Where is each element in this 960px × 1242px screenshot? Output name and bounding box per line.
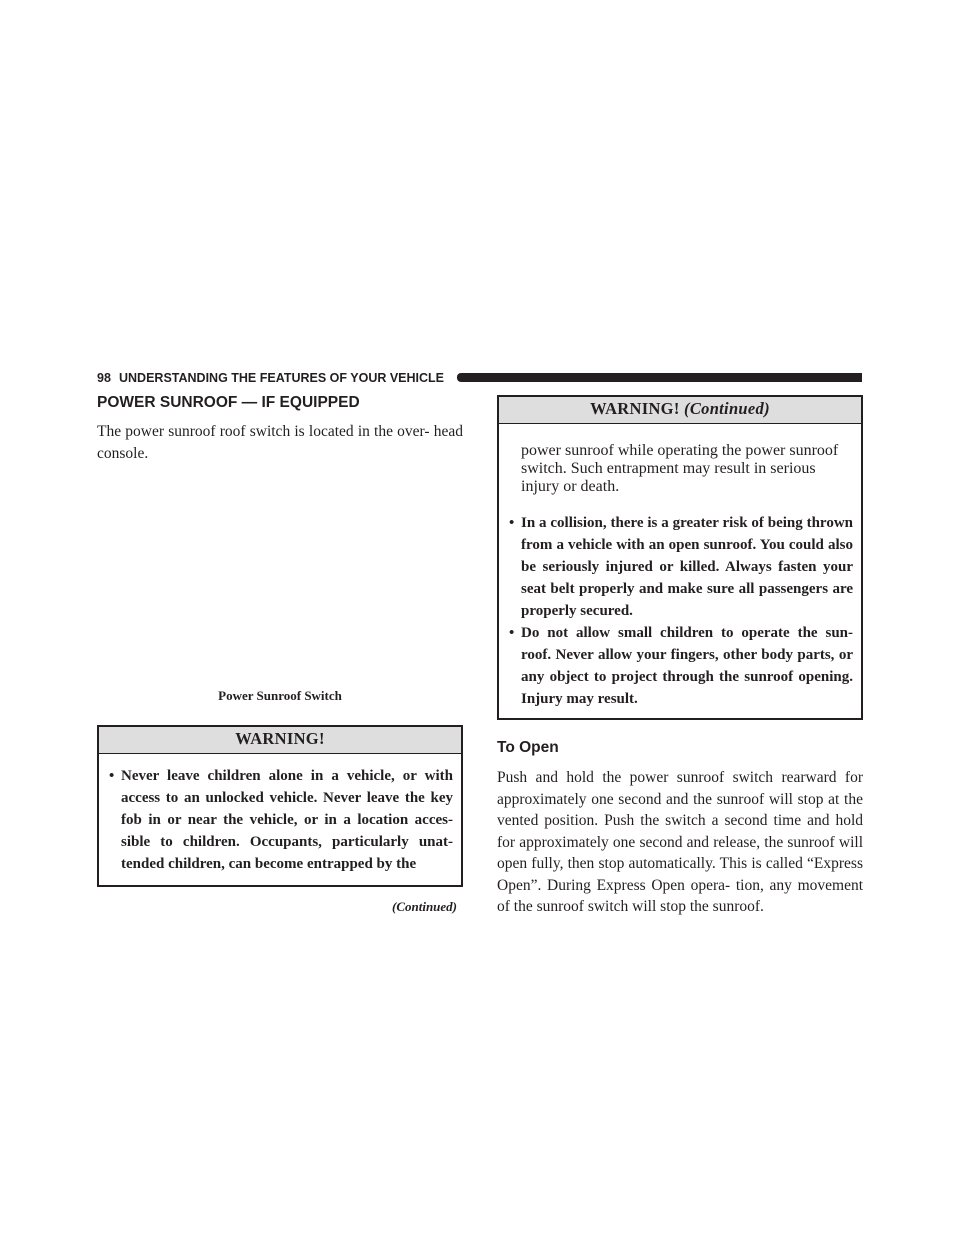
- section-heading: POWER SUNROOF — IF EQUIPPED: [97, 394, 360, 411]
- running-title: UNDERSTANDING THE FEATURES OF YOUR VEHICLE: [119, 371, 445, 385]
- warning-title-continued: WARNING! (Continued): [499, 397, 861, 424]
- continued-note: (Continued): [391, 899, 457, 914]
- bullet: •: [509, 515, 515, 531]
- right-column: [497, 395, 863, 918]
- warning-title: WARNING!: [99, 727, 461, 754]
- page-header: [97, 370, 862, 386]
- warning-item: • In a collision, there is a greater risk of being thrown from a vehicle with an open sunroof. You could also be seriously injured or killed. Always fasten your seat belt properly and make sure all passengers are properly secured.: [509, 512, 853, 622]
- bullet: •: [109, 768, 115, 784]
- figure-caption: Power Sunroof Switch: [218, 688, 342, 703]
- left-column: [97, 393, 463, 915]
- warning-lead-text: power sunroof while operating the power sunroof switch. Such entrapment may result in serious injury or death.: [521, 442, 839, 495]
- warning-item: • Do not allow small children to operate the sun- roof. Never allow your fingers, other body parts, or any object to project through the sunroof opening. Injury may result.: [509, 622, 853, 710]
- warning-body: [99, 754, 461, 885]
- sunroof-switch-image: [97, 464, 463, 686]
- bullet: •: [509, 625, 515, 641]
- warning-body-continued: [499, 424, 861, 718]
- warning-item: • Never leave children alone in a vehicle, or with access to an unlocked vehicle. Never leave the key fob in or near the vehicle, or in a location acces- sible to children. Occupants, particularly unat- tended children, can become entrapped by the: [109, 765, 453, 875]
- page-number: 98: [97, 371, 111, 385]
- warning-box-continued: [497, 395, 863, 720]
- header-rule: [457, 373, 862, 382]
- to-open-paragraph: Push and hold the power sunroof switch rearward for approximately one second and the sunroof will stop at the vented position. Push the switch a second time and hold for approximately one second and release, the sunroof will open fully, then stop automatically. This is called “Express Open”. During Express Open opera- tion, any movement of the sunroof switch will stop the sunroof.: [497, 769, 863, 915]
- warning-box: [97, 725, 463, 887]
- intro-paragraph: The power sunroof roof switch is located in the over- head console.: [97, 423, 463, 462]
- subsection-heading: To Open: [497, 739, 559, 756]
